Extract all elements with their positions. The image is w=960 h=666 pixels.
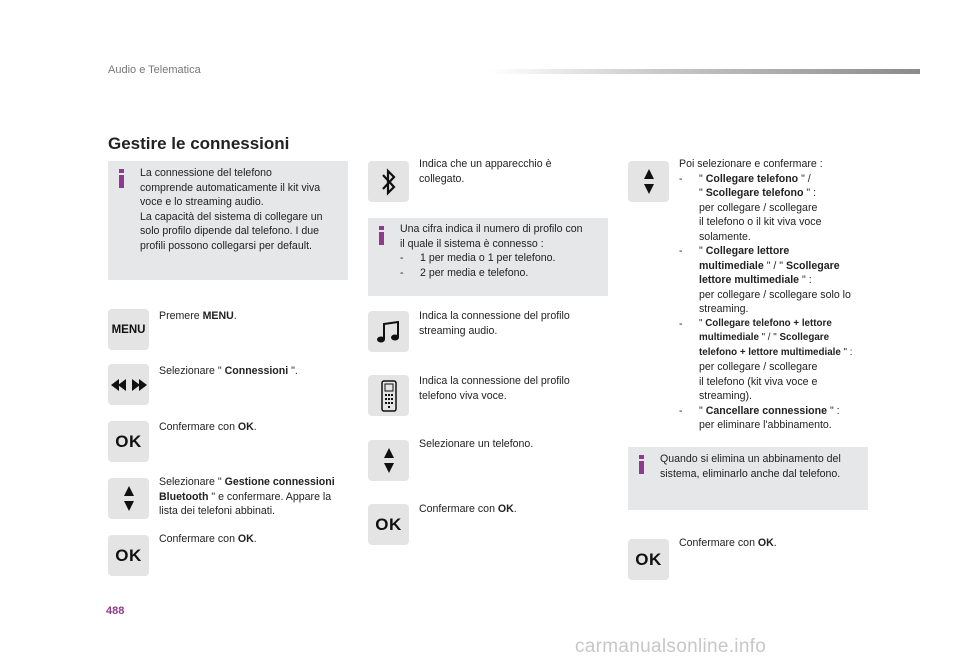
page-title: Gestire le connessioni [108, 134, 290, 153]
step-confirm-ok: Confermare con OK. [159, 421, 257, 433]
step-select-gestione: Selezionare " Gestione connessioni Bluetooth " e confermare. Appare la lista dei telefoni abbinati. [159, 476, 335, 517]
left-right-arrows-icon [108, 364, 149, 405]
music-desc: Indica la connessione del profilo streaming audio. [419, 310, 570, 337]
mobile-phone-icon [368, 375, 409, 416]
info-icon [636, 455, 648, 475]
info-box-delete: Quando si elimina un abbinamento del sistema, eliminarlo anche dal telefono. [628, 447, 868, 510]
step-confirm-ok-col2: Confermare con OK. [419, 503, 517, 515]
ok-button-icon: OK [368, 504, 409, 545]
up-down-arrows-icon [108, 478, 149, 519]
page-number: 488 [106, 605, 125, 617]
ok-button-icon: OK [108, 535, 149, 576]
bluetooth-desc: Indica che un apparecchio è collegato. [419, 158, 552, 185]
watermark: carmanualsonline.info [575, 636, 767, 657]
phone-desc: Indica la connessione del profilo telefono viva voce. [419, 375, 570, 402]
ok-button-icon: OK [108, 421, 149, 462]
bluetooth-icon [368, 161, 409, 202]
info-icon [116, 169, 128, 189]
step-select-connessioni: Selezionare " Connessioni ". [159, 365, 298, 377]
step-confirm-ok-final: Confermare con OK. [159, 533, 257, 545]
info-box-connection [108, 161, 348, 280]
step-select-phone: Selezionare un telefono. [419, 438, 534, 450]
up-down-arrows-icon [368, 440, 409, 481]
ok-button-icon: OK [628, 539, 669, 580]
header-divider [490, 69, 920, 74]
up-down-arrows-icon [628, 161, 669, 202]
info-box-profile: Una cifra indica il numero di profilo con il quale il sistema è connesso : - 1 per media o 1 per telefono. - 2 per media e telefono. [368, 218, 608, 296]
step-press-menu: Premere MENU. [159, 310, 237, 322]
menu-button-icon: MENU [108, 309, 149, 350]
info-icon [376, 226, 388, 246]
section-header: Audio e Telematica [108, 64, 201, 76]
step-confirm-ok-col3: Confermare con OK. [679, 537, 777, 549]
music-note-icon [368, 311, 409, 352]
options-list: Poi selezionare e confermare : - " Collegare telefono " / " Scollegare telefono " : per collegare / scollegare il telefono o il kit viva voce solamente. - " Collegare lettore multimediale " / " Scollegare lettore multimediale " : per collegare / scollegare solo lo streaming. - " Collegare telefono + lettore multimediale " / " Scollegare telefono + lettore multimediale " : per collegare / scollegare il telefono (kit viva voce e streaming). - " Cancellare connessione " : per eliminare l'abbinamento. [679, 158, 853, 431]
info-text: La connessione del telefono comprende automaticamente il kit viva voce e lo streaming audio. La capacità del sistema di collegare un solo profilo dipende dal telefono. I due profili possono collegarsi per default. [140, 167, 323, 252]
